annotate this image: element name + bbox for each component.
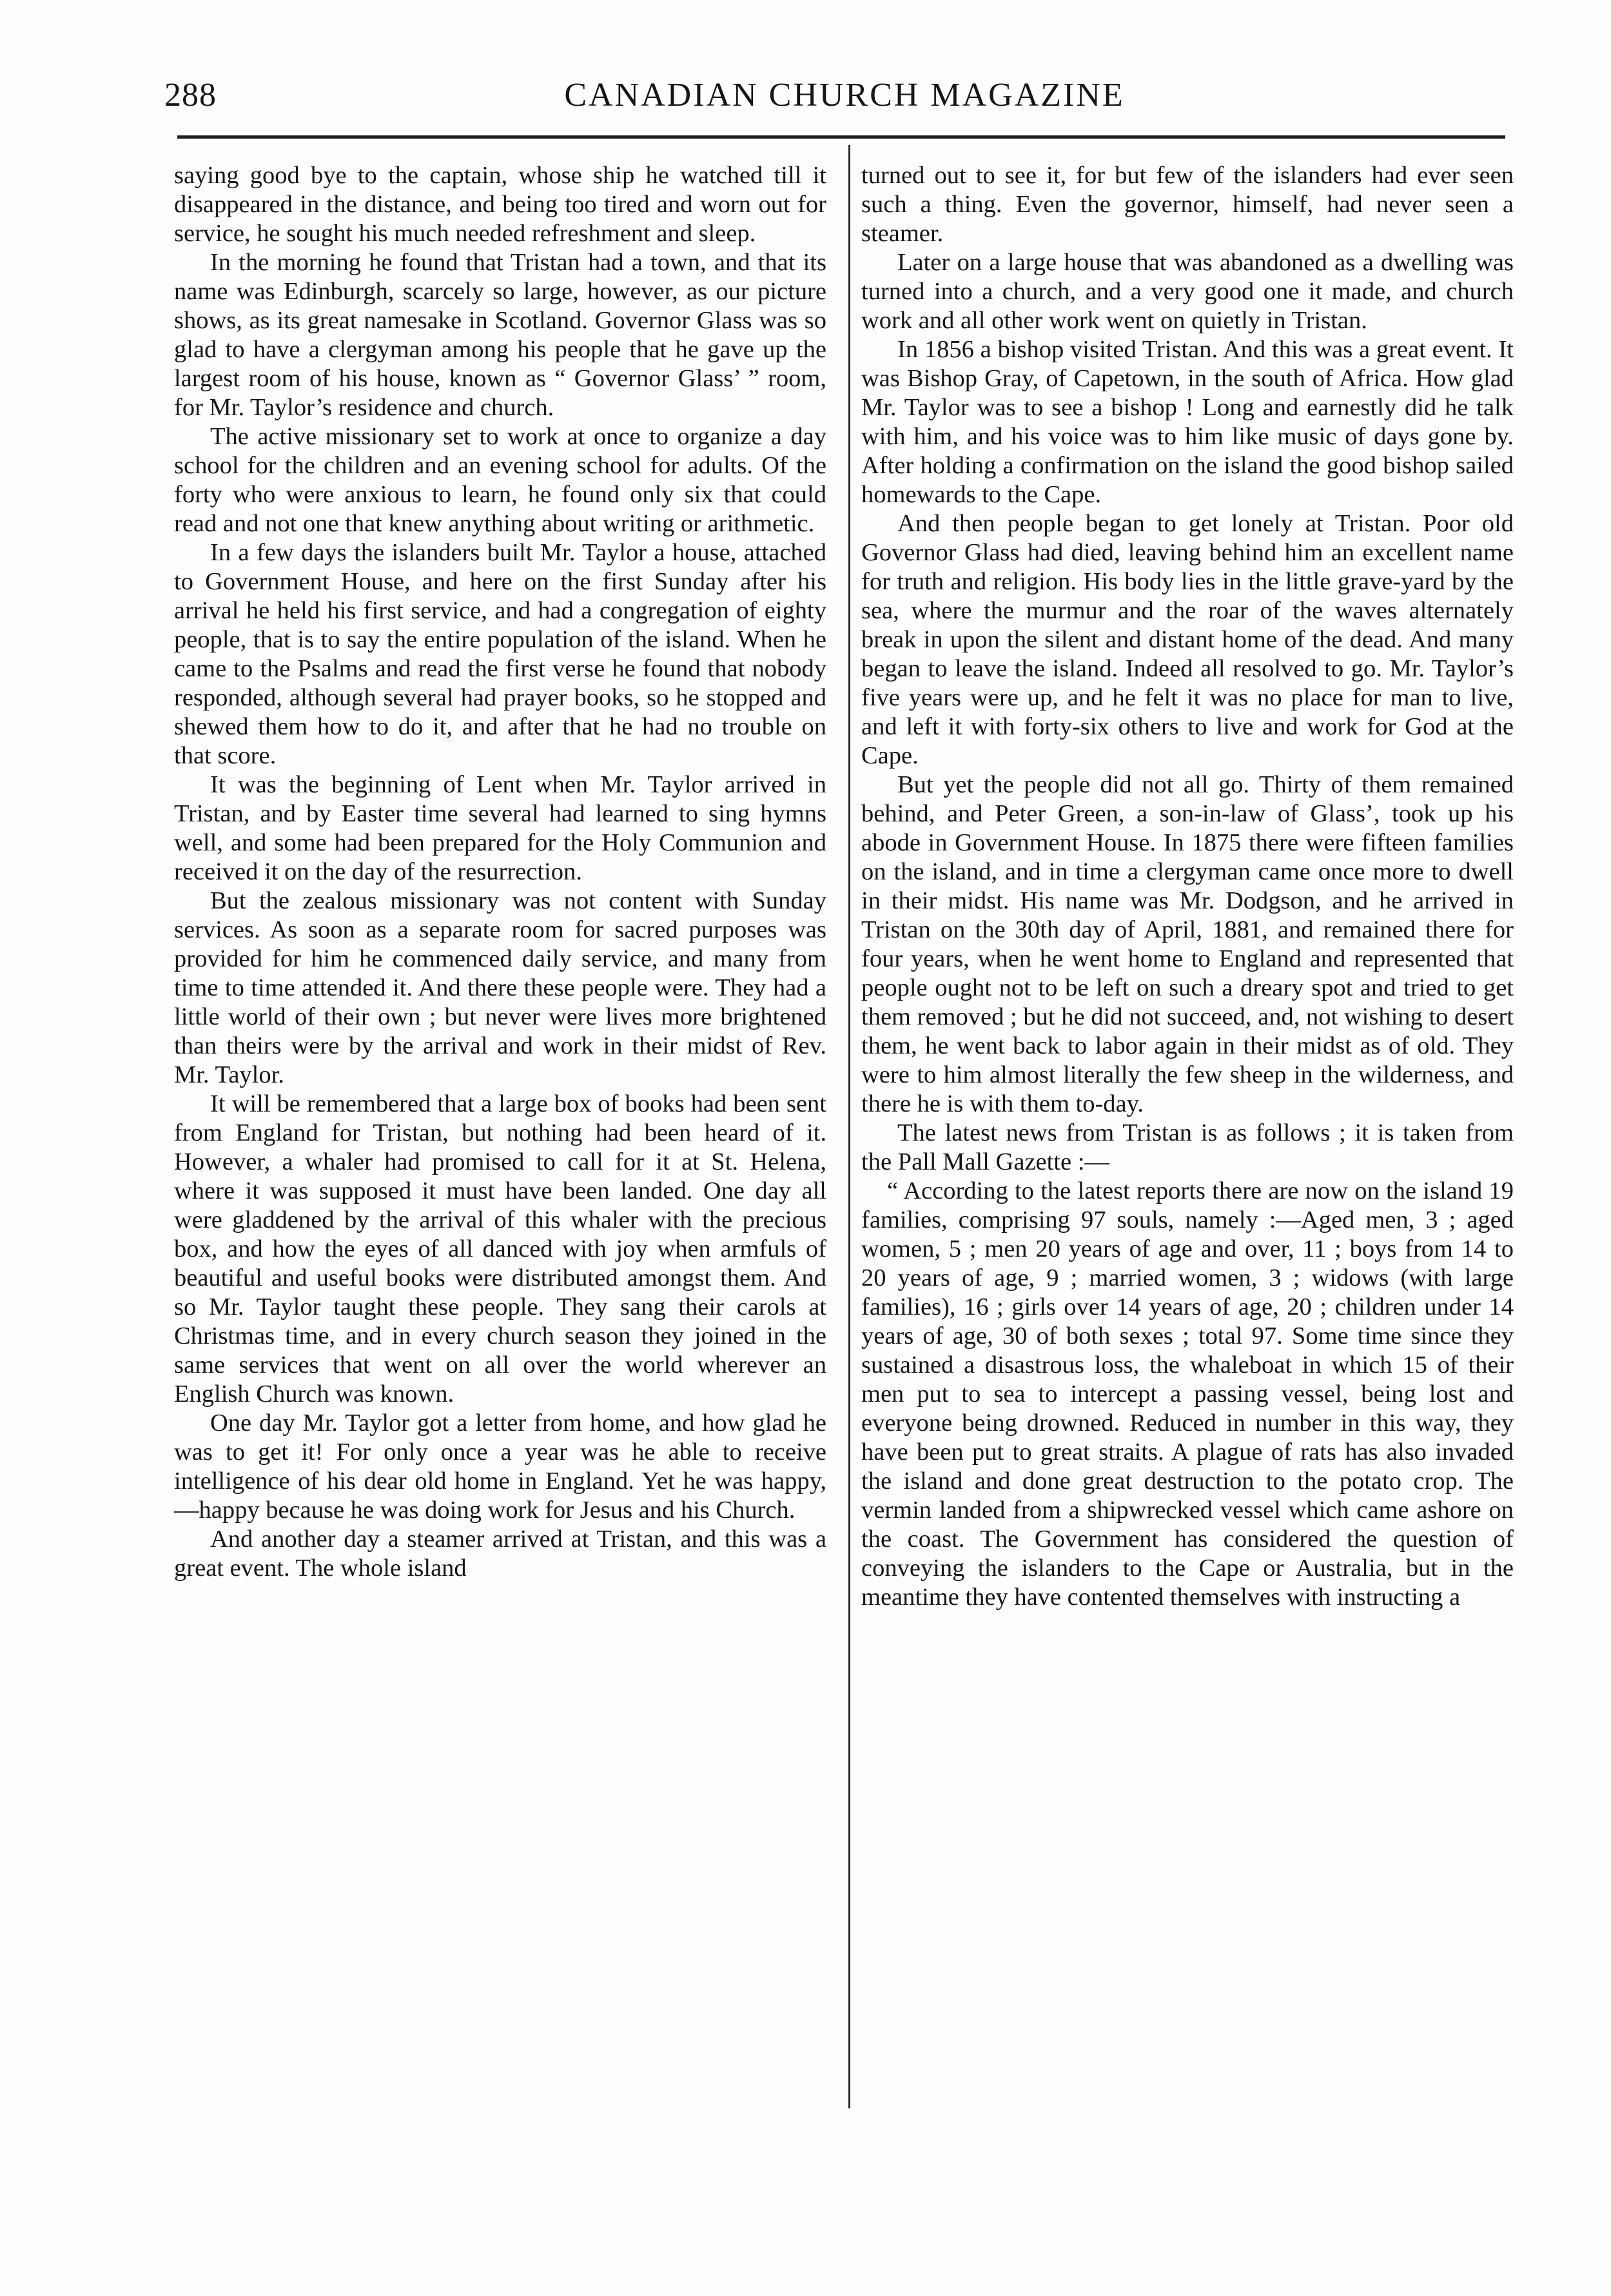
paragraph: The active missionary set to work at once to organize a day school for the children and an evening school for adults. Of the forty who were anxious to learn, he found only six that could read and not one that knew anything about writing or arithmetic. [174,423,826,537]
paragraph: And then people began to get lonely at Tristan. Poor old Governor Glass had died, leaving behind him an excellent name for truth and religion. His body lies in the little grave-yard by the sea, where the murmur and the roar of the waves alternately break in upon the silent and distant home of the dead. And many began to leave the island. Indeed all resolved to go. Mr. Taylor’s five years were up, and he felt it was no place for man to live, and left it with forty-six others to live and work for God at the Cape. [861,510,1514,769]
quoted-paragraph: “ According to the latest reports there are now on the island 19 families, comprising 97 souls, namely :—Aged men, 3 ; aged women, 5 ; men 20 years of age and over, 11 ; boys from 14 to 20 years of age, 9 ; married women, 3 ; widows (with large families), 16 ; girls over 14 years of age, 20 ; children under 14 years of age, 30 of both sexes ; total 97. Some time since they sustained a disastrous loss, the whaleboat in which 15 of their men put to sea to intercept a passing vessel, being lost and everyone being drowned. Reduced in number in this way, they have been put to great straits. A plague of rats has also invaded the island and done great destruction to the potato crop. The vermin landed from a shipwrecked vessel which came ashore on the coast. The Government has considered the question of conveying the islanders to the Cape or Australia, but in the meantime they have contented themselves with instructing a [861,1177,1514,1611]
paragraph: One day Mr. Taylor got a letter from home, and how glad he was to get it! For only once a year was he able to receive intelligence of his dear old home in England. Yet he was happy,—happy because he was doing work for Jesus and his Church. [174,1409,826,1524]
paragraph: It will be remembered that a large box of books had been sent from England for Tristan, but nothing had been heard of it. However, a whaler had promised to call for it at St. Helena, where it was supposed it must have been landed. One day all were gladdened by the arrival of this whaler with the precious box, and how the eyes of all danced with joy when armfuls of beautiful and useful books were distributed amongst them. And so Mr. Taylor taught these people. They sang their carols at Christmas time, and in every church season they joined in the same services that went on all over the world wherever an English Church was known. [174,1090,826,1408]
page-header [164,76,1525,121]
paragraph: But yet the people did not all go. Thirty of them remained behind, and Peter Green, a son-in-law of Glass’, took up his abode in Government House. In 1875 there were fifteen families on the island, and in time a clergyman came once more to dwell in their midst. His name was Mr. Dodgson, and he arrived in Tristan on the 30th day of April, 1881, and remained there for four years, when he went home to England and represented that people ought not to be left on such a dreary spot and tried to get them removed ; but he did not succeed, and, not wishing to desert them, he went back to labor again in their midst as of old. They were to him almost literally the few sheep in the wilderness, and there he is with them to-day. [861,771,1514,1117]
header-rule [177,135,1505,139]
paragraph: But the zealous missionary was not content with Sunday services. As soon as a separate room for sacred purposes was provided for him he commenced daily service, and many from time to time attended it. And there these people were. They had a little world of their own ; but never were lives more brightened than theirs were by the arrival and work in their midst of Rev. Mr. Taylor. [174,887,826,1088]
left-column [174,161,826,1583]
paragraph: Later on a large house that was abandoned as a dwelling was turned into a church, and a very good one it made, and church work and all other work went on quietly in Tristan. [861,249,1514,334]
paragraph: And another day a steamer arrived at Tristan, and this was a great event. The whole island [174,1526,826,1582]
column-divider [848,145,850,2108]
paragraph: saying good bye to the captain, whose ship he watched till it disappeared in the distance, and being too tired and worn out for service, he sought his much needed refreshment and sleep. [174,162,826,247]
running-title: CANADIAN CHURCH MAGAZINE [564,77,1125,113]
paragraph: turned out to see it, for but few of the islanders had ever seen such a thing. Even the governor, himself, had never seen a steamer. [861,162,1514,247]
paragraph: The latest news from Tristan is as follows ; it is taken from the Pall Mall Gazette :— [861,1119,1514,1175]
paragraph: In 1856 a bishop visited Tristan. And this was a great event. It was Bishop Gray, of Capetown, in the south of Africa. How glad Mr. Taylor was to see a bishop ! Long and earnestly did he talk with him, and his voice was to him like music of days gone by. After holding a confirmation on the island the good bishop sailed homewards to the Cape. [861,336,1514,508]
paragraph: In a few days the islanders built Mr. Taylor a house, attached to Government House, and here on the first Sunday after his arrival he held his first service, and had a congregation of eighty people, that is to say the entire population of the island. When he came to the Psalms and read the first verse he found that nobody responded, although several had prayer books, so he stopped and shewed them how to do it, and after that he had no trouble on that score. [174,539,826,769]
page-number: 288 [164,77,217,113]
right-column [861,161,1514,1612]
paragraph: It was the beginning of Lent when Mr. Taylor arrived in Tristan, and by Easter time several had learned to sing hymns well, and some had been prepared for the Holy Communion and received it on the day of the resurrection. [174,771,826,885]
paragraph: In the morning he found that Tristan had a town, and that its name was Edinburgh, scarcely so large, however, as our picture shows, as its great namesake in Scotland. Governor Glass was so glad to have a clergyman among his people that he gave up the largest room of his house, known as “ Governor Glass’ ” room, for Mr. Taylor’s residence and church. [174,249,826,421]
